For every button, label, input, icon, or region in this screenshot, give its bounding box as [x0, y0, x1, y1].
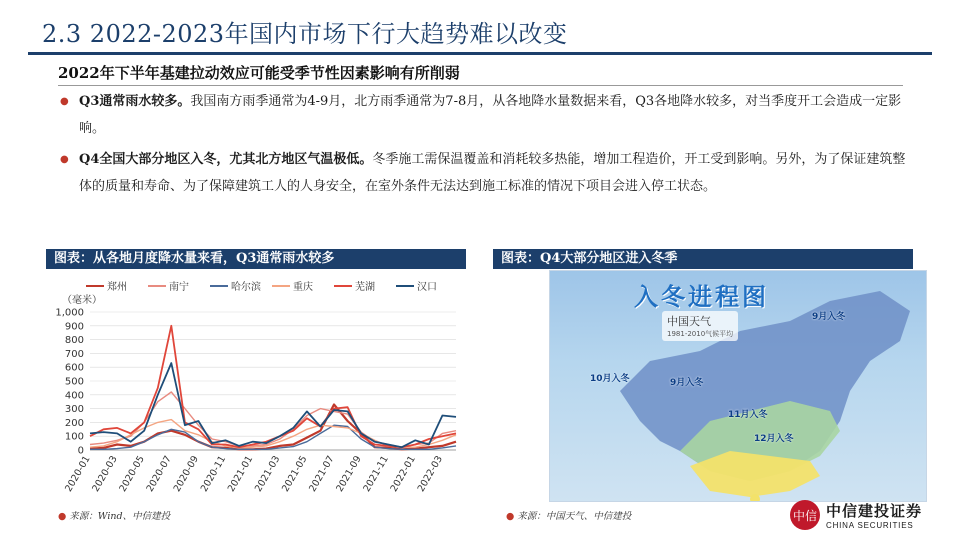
company-logo — [790, 500, 922, 530]
bullet-dot-icon: ● — [60, 96, 69, 107]
legend-label: 重庆 — [293, 282, 313, 293]
zone-label: 9月入冬 — [670, 378, 704, 388]
y-tick-label: 1,000 — [55, 307, 84, 319]
x-tick-label: 2020-03 — [90, 454, 120, 494]
map-source-text: 来源：中国天气、中信建投 — [517, 511, 632, 522]
x-tick-label: 2022-01 — [388, 454, 418, 494]
chart-panel-header: 图表：从各地月度降水量来看，Q3通常雨水较多 — [46, 249, 466, 269]
y-axis-label: （毫米） — [62, 295, 102, 306]
logo-en: CHINA SECURITIES — [826, 521, 914, 530]
x-tick-label: 2021-09 — [334, 454, 364, 494]
map-panel-header: 图表：Q4大部分地区进入冬季 — [493, 249, 913, 269]
page-title: 2.3 2022-2023年国内市场下行大趋势难以改变 — [42, 20, 568, 48]
zone-label: 9月入冬 — [812, 312, 846, 322]
section-subtitle: 2022年下半年基建拉动效应可能受季节性因素影响有所削弱 — [58, 64, 460, 82]
x-tick-label: 2020-11 — [198, 454, 229, 494]
chart-source — [58, 508, 170, 522]
bullet-body: 冬季施工需保温覆盖和消耗较多热能，增加工程造价，开工受到影响。另外，为了保证建筑整体的质量和寿命、为了保障建筑工人的人身安全，在室外条件无法达到施工标准的情况下项目会进入停工状态。 — [79, 152, 906, 194]
map-source — [506, 508, 631, 522]
legend-label: 郑州 — [107, 282, 127, 293]
x-tick-label: 2021-03 — [252, 454, 283, 494]
y-tick-label: 500 — [64, 376, 84, 388]
y-tick-label: 700 — [64, 348, 84, 360]
y-tick-label: 300 — [64, 404, 84, 416]
winter-map — [549, 270, 927, 502]
bullet-bold: Q3通常雨水较多。 — [79, 94, 191, 109]
x-tick-label: 2021-05 — [280, 454, 310, 494]
weather-logo — [662, 311, 738, 341]
x-tick-label: 2021-01 — [225, 454, 256, 494]
y-tick-label: 800 — [64, 335, 84, 347]
logo-cn: 中信建投证券 — [826, 502, 923, 520]
chart-source-text: 来源：Wind、中信建投 — [69, 511, 171, 522]
series-line-重庆 — [90, 420, 456, 448]
y-tick-label: 400 — [64, 390, 84, 402]
bullet-q3 — [60, 88, 912, 142]
legend-label: 芜湖 — [355, 282, 375, 293]
title-divider — [28, 52, 932, 55]
bullet-body: 我国南方雨季通常为4-9月，北方雨季通常为7-8月，从各地降水量数据来看，Q3各地降水较多，对当季度开工会造成一定影响。 — [79, 94, 902, 136]
legend-label: 哈尔滨 — [231, 282, 261, 293]
x-tick-label: 2020-07 — [144, 454, 174, 494]
zone-label: 12月入冬 — [754, 434, 794, 444]
source-dot-icon: ● — [506, 511, 515, 522]
legend-label: 南宁 — [169, 282, 189, 293]
y-tick-label: 600 — [64, 362, 84, 374]
rainfall-line-chart — [46, 274, 466, 506]
logo-mark-icon: 中信 — [790, 500, 820, 530]
weather-logo-text: 中国天气 — [667, 315, 711, 328]
zone-label: 10月入冬 — [590, 374, 630, 384]
map-title: 入冬进程图 — [634, 283, 769, 311]
bullet-dot-icon: ● — [60, 154, 69, 165]
x-tick-label: 2020-01 — [63, 454, 93, 494]
weather-logo-sub: 1981-2010气候平均 — [667, 330, 734, 338]
x-tick-label: 2020-05 — [117, 454, 147, 494]
y-tick-label: 200 — [64, 417, 84, 429]
x-tick-label: 2021-07 — [307, 454, 337, 494]
bullet-bold: Q4全国大部分地区入冬，尤其北方地区气温极低。 — [79, 152, 373, 167]
bullet-text — [79, 88, 912, 142]
x-tick-label: 2022-03 — [415, 454, 446, 494]
legend-label: 汉口 — [417, 282, 437, 293]
x-tick-label: 2021-11 — [361, 454, 391, 494]
zone-label: 11月入冬 — [728, 410, 768, 420]
subtitle-divider — [58, 85, 903, 86]
bullet-q4 — [60, 146, 912, 200]
x-tick-label: 2020-09 — [171, 454, 202, 494]
bullet-text — [79, 146, 912, 200]
y-tick-label: 900 — [64, 321, 84, 333]
y-tick-label: 0 — [77, 445, 84, 457]
series-line-汉口 — [90, 363, 456, 447]
source-dot-icon: ● — [58, 511, 67, 522]
y-tick-label: 100 — [64, 431, 84, 443]
